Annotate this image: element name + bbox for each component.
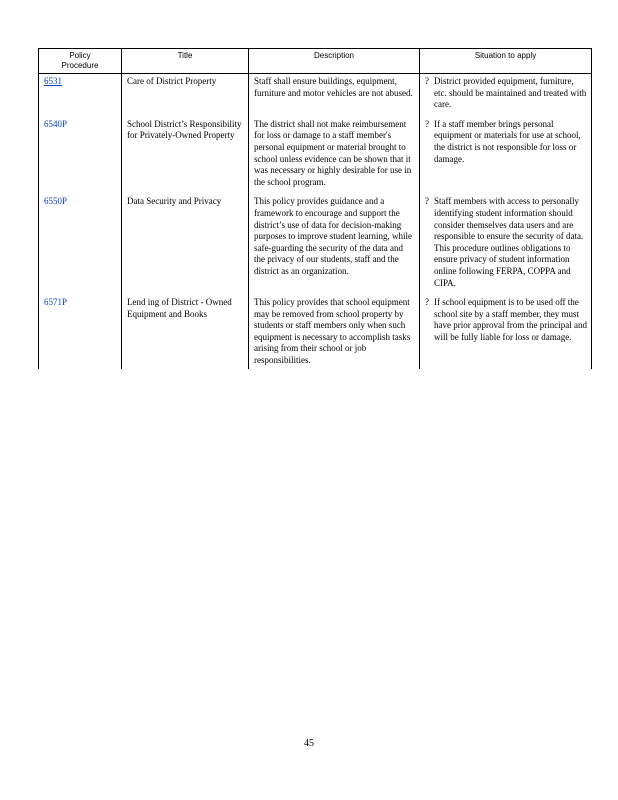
situation-cell	[420, 194, 592, 295]
policy-cell	[39, 295, 122, 369]
table-header-row	[39, 49, 592, 74]
table-row	[39, 74, 592, 117]
policy-link-6531[interactable]: 6531	[44, 76, 62, 86]
situation-cell	[420, 117, 592, 195]
description-cell: This policy provides guidance and a framework to encourage and support the district’s use of data for decision-making purposes to improve student learning, while safe-guarding the security of the data and the privacy of our students, staff and the district as an organization.	[249, 194, 420, 295]
description-cell: Staff shall ensure buildings, equipment, furniture and motor vehicles are not abused.	[249, 74, 420, 117]
header-title: Title	[122, 49, 249, 74]
situation-cell	[420, 74, 592, 117]
policy-cell	[39, 194, 122, 295]
header-policy-line1: Policy	[69, 51, 91, 60]
bullet-glyph: ?	[425, 118, 429, 129]
description-cell: The district shall not make reimbursement for loss or damage to a staff member's personal equipment or material brought to school unless evidence can be shown that it was necessary or highly desirable for use in the school program.	[249, 117, 420, 195]
situation-text: If school equipment is to be used off the school site by a staff member, they must have prior approval from the principal and will be fully liable for loss or damage.	[434, 297, 587, 342]
situation-text: If a staff member brings personal equipment or materials for use at school, the district is not responsible for loss or damage.	[434, 118, 581, 164]
header-policy-line2: Procedure	[61, 61, 99, 70]
table-row	[39, 194, 592, 295]
page-number: 45	[304, 738, 314, 749]
table-row	[39, 117, 592, 195]
title-cell: Data Security and Privacy	[122, 194, 249, 295]
header-situation: Situation to apply	[420, 49, 592, 74]
policy-cell	[39, 74, 122, 117]
title-cell: Lend ing of District - Owned Equipment and Books	[122, 295, 249, 369]
policy-table	[38, 48, 592, 369]
policy-cell	[39, 117, 122, 195]
situation-text: District provided equipment, furniture, etc. should be maintained and treated with care.	[434, 76, 587, 110]
bullet-glyph: ?	[425, 196, 429, 207]
situation-cell	[420, 295, 592, 369]
policy-code: 6571P	[44, 297, 68, 308]
policy-code: 6540P	[44, 118, 68, 129]
title-cell: Care of District Property	[122, 74, 249, 117]
bullet-glyph: ?	[425, 297, 429, 308]
header-policy-procedure	[39, 49, 122, 74]
policy-code: 6550P	[44, 196, 68, 207]
situation-text: Staff members with access to personally identifying student information should consider themselves data users and are responsible to ensure the security of data. This procedure outlines obligations to ensure privacy of student information online following FERPA, COPPA and CIPA.	[434, 196, 584, 288]
header-description: Description	[249, 49, 420, 74]
description-cell: This policy provides that school equipment may be removed from school property by students or staff members only when such equipment is necessary to accomplish tasks arising from their school or job responsibilities.	[249, 295, 420, 369]
table-row	[39, 295, 592, 369]
bullet-glyph: ?	[425, 76, 429, 86]
title-cell: School District’s Responsibility for Privately-Owned Property	[122, 117, 249, 195]
